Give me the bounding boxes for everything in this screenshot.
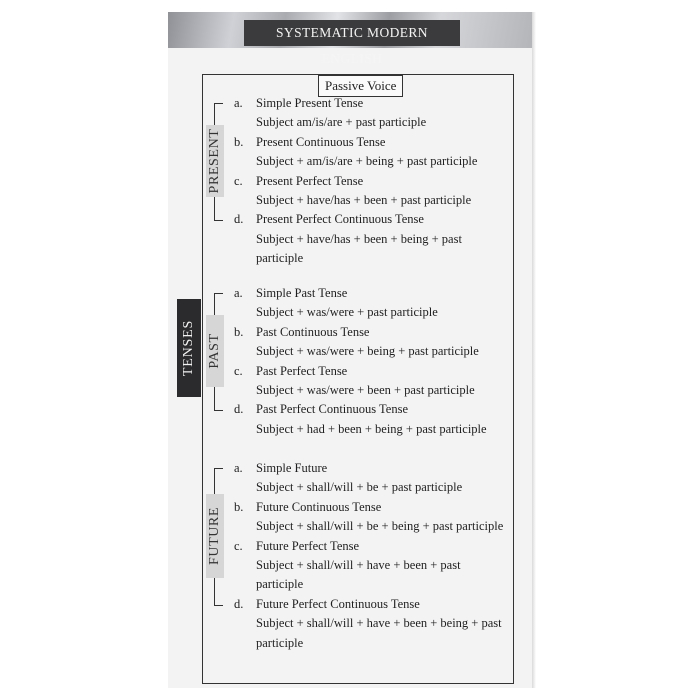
tense-formula: Subject + was/were + being + past participle bbox=[256, 344, 479, 359]
item-letter: c. bbox=[234, 363, 243, 378]
tense-name: Past Continuous Tense bbox=[256, 324, 370, 339]
item-letter: a. bbox=[234, 461, 243, 475]
tense-name: Simple Present Tense bbox=[256, 96, 364, 110]
header-title: SYSTEMATIC MODERN ENGLISH bbox=[276, 25, 428, 66]
item-letter: d. bbox=[234, 596, 244, 611]
tense-name: Present Perfect Continuous Tense bbox=[256, 212, 424, 227]
item-letter: a. bbox=[234, 96, 243, 110]
tense-name: Present Continuous Tense bbox=[256, 134, 386, 149]
tense-formula: Subject + have/has + been + past participle bbox=[256, 193, 472, 207]
tense-name: Future Perfect Tense bbox=[256, 538, 360, 553]
item-letter: d. bbox=[234, 402, 244, 417]
tense-name: Simple Past Tense bbox=[256, 286, 348, 300]
tense-formula: Subject am/is/are + past participle bbox=[256, 115, 427, 130]
tense-formula: Subject + had + been + being + past participle bbox=[256, 421, 487, 436]
tense-name: Future Perfect Continuous Tense bbox=[256, 596, 420, 611]
tenses-label: TENSES bbox=[181, 319, 196, 377]
tense-formula: Subject + was/were + past participle bbox=[256, 305, 438, 320]
tense-name: Past Perfect Continuous Tense bbox=[256, 402, 409, 417]
frame-title: Passive Voice bbox=[318, 75, 403, 97]
tense-formula: Subject + am/is/are + being + past participle bbox=[256, 154, 478, 169]
tense-name: Future Continuous Tense bbox=[256, 499, 382, 514]
item-letter: b. bbox=[234, 324, 244, 339]
page-header bbox=[244, 20, 460, 66]
tense-name: Past Perfect Tense bbox=[256, 363, 348, 378]
tense-formula: participle bbox=[256, 251, 304, 266]
tense-formula: Subject + shall/will + be + being + past participle bbox=[256, 519, 504, 534]
tense-formula: participle bbox=[256, 577, 304, 592]
tense-formula: participle bbox=[256, 635, 304, 650]
tense-formula: Subject + shall/will + be + past participle bbox=[256, 480, 463, 495]
tense-formula: Subject + shall/will + have + been + being + past bbox=[256, 616, 502, 631]
item-letter: b. bbox=[234, 134, 244, 149]
item-letter: b. bbox=[234, 499, 244, 514]
item-letter: d. bbox=[234, 212, 244, 227]
book-page bbox=[168, 12, 532, 688]
page-edge-shadow bbox=[532, 12, 536, 688]
tense-formula: Subject + was/were + been + past participle bbox=[256, 383, 475, 397]
item-letter: c. bbox=[234, 538, 243, 553]
group-label: FUTURE bbox=[207, 506, 222, 565]
group-label: PAST bbox=[207, 333, 222, 369]
tense-formula: Subject + have/has + been + being + past bbox=[256, 231, 462, 246]
tense-formula: Subject + shall/will + have + been + past bbox=[256, 558, 461, 572]
item-letter: a. bbox=[234, 286, 243, 300]
tense-name: Simple Future bbox=[256, 461, 328, 475]
tense-name: Present Perfect Tense bbox=[256, 173, 364, 188]
item-letter: c. bbox=[234, 173, 243, 188]
group-label: PRESENT bbox=[207, 128, 222, 194]
